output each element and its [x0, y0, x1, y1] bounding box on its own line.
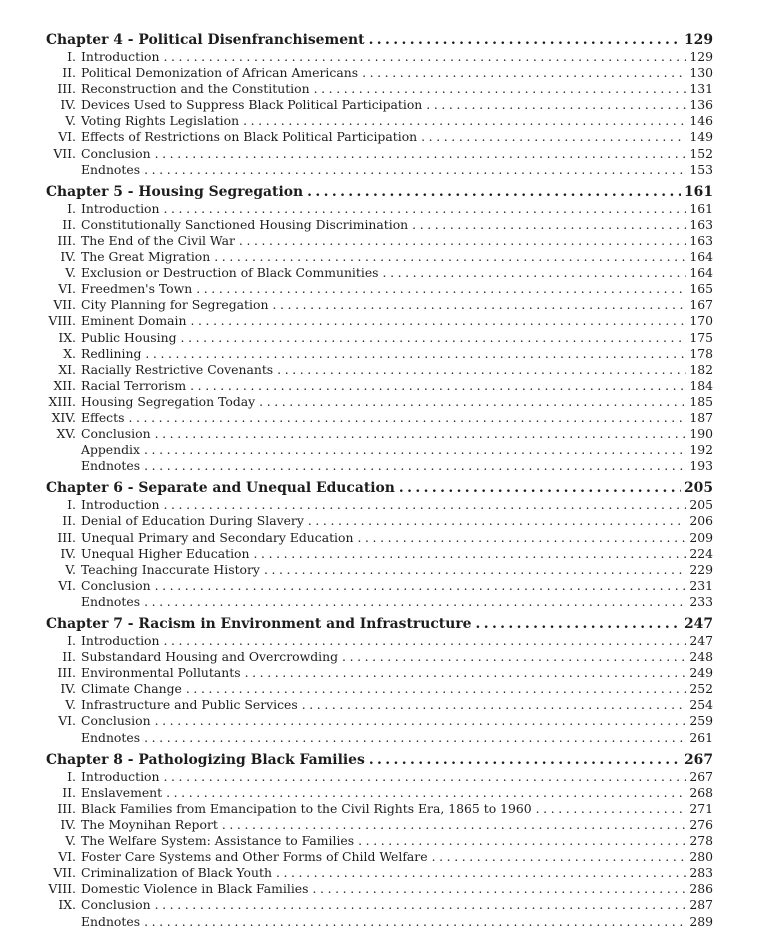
toc-entry-row[interactable] [46, 146, 713, 162]
entry-numeral: I. [67, 49, 76, 64]
entry-numeral: II. [62, 784, 76, 800]
entry-numeral: XV. [56, 426, 76, 442]
dot-leader [426, 97, 686, 113]
entry-title: Foster Care Systems and Other Forms of Child Welfare [81, 849, 428, 865]
entry-title: City Planning for Segregation [81, 297, 269, 313]
dot-leader [166, 785, 686, 801]
dot-leader [357, 530, 686, 546]
dot-leader [245, 665, 687, 681]
chapter-page-number: 247 [684, 616, 713, 632]
entry-title: Endnotes [81, 593, 141, 609]
entry-page-number: 149 [689, 129, 713, 145]
entry-page-number: 249 [689, 665, 713, 681]
chapter-page-number: 161 [684, 183, 713, 200]
dot-leader [163, 201, 686, 217]
entry-page-number: 252 [689, 681, 713, 697]
toc-entry-row[interactable] [46, 442, 713, 458]
entry-numeral: VI. [58, 577, 76, 593]
toc-entry-row[interactable] [46, 410, 713, 426]
toc-chapter-row[interactable] [46, 32, 713, 49]
entry-title: Appendix [81, 442, 141, 458]
dot-leader [163, 497, 686, 513]
dot-leader [369, 752, 681, 769]
entry-title: Environmental Pollutants [81, 665, 241, 681]
toc-entry-row[interactable] [46, 249, 713, 265]
toc-entry-row[interactable] [46, 865, 713, 881]
entry-numeral: I. [67, 768, 76, 784]
dot-leader [163, 633, 686, 649]
toc-chapter-row[interactable] [46, 480, 713, 497]
entry-title: Eminent Domain [81, 313, 187, 329]
toc-entry-row[interactable] [46, 649, 713, 665]
entry-numeral: I. [67, 497, 76, 513]
entry-title: The Moynihan Report [81, 816, 218, 832]
entry-page-number: 185 [689, 393, 713, 409]
entry-page-number: 175 [689, 329, 713, 345]
dot-leader [128, 410, 686, 426]
toc-entry-row[interactable] [46, 81, 713, 97]
dot-leader [342, 649, 686, 665]
toc-entry-row[interactable] [46, 217, 713, 233]
dot-leader [383, 265, 687, 281]
entry-page-number: 259 [689, 713, 713, 729]
entry-page-number: 163 [689, 232, 713, 248]
entry-page-number: 130 [689, 65, 713, 81]
entry-page-number: 193 [689, 458, 713, 474]
toc-entry-row[interactable] [46, 458, 713, 474]
entry-title: Introduction [81, 200, 160, 216]
entry-numeral: I. [67, 633, 76, 648]
entry-title: Teaching Inaccurate History [81, 561, 260, 577]
dot-leader [276, 865, 686, 881]
entry-numeral: V. [65, 697, 76, 713]
toc-entry-row[interactable] [46, 897, 713, 913]
entry-numeral: VIII. [48, 881, 76, 897]
entry-page-number: 190 [689, 426, 713, 442]
entry-numeral: II. [62, 216, 76, 232]
toc-entry-row[interactable] [46, 594, 713, 610]
entry-page-number: 268 [689, 784, 713, 800]
toc-entry-row[interactable] [46, 769, 713, 785]
dot-leader [239, 233, 686, 249]
entry-page-number: 205 [689, 497, 713, 513]
chapter-label: Chapter 5 - Housing Segregation [46, 183, 304, 200]
dot-leader [144, 730, 686, 746]
entry-title: Unequal Higher Education [81, 545, 250, 561]
entry-title: Reconstruction and the Constitution [81, 81, 310, 97]
toc-chapter-row[interactable] [46, 184, 713, 201]
entry-title: Voting Rights Legislation [81, 113, 240, 129]
dot-leader [277, 362, 686, 378]
toc-entry-row[interactable] [46, 633, 713, 649]
entry-numeral: IX. [58, 897, 76, 913]
dot-leader [144, 458, 686, 474]
entry-title: Public Housing [81, 329, 177, 345]
entry-numeral: V. [65, 561, 76, 577]
entry-page-number: 280 [689, 849, 713, 865]
entry-numeral: VII. [53, 145, 76, 161]
dot-leader [155, 578, 687, 594]
toc-entry-row[interactable] [46, 313, 713, 329]
toc-entry-row[interactable] [46, 49, 713, 65]
entry-title: The Great Migration [81, 249, 211, 265]
entry-page-number: 248 [689, 649, 713, 665]
dot-leader [155, 426, 687, 442]
entry-title: Political Demonization of African Americans [81, 65, 359, 81]
entry-title: Racial Terrorism [81, 377, 187, 393]
entry-title: Constitutionally Sanctioned Housing Discrimination [81, 216, 409, 232]
dot-leader [432, 849, 687, 865]
entry-numeral: V. [65, 833, 76, 849]
chapter-label: Chapter 8 - Pathologizing Black Families [46, 751, 365, 768]
dot-leader [362, 65, 686, 81]
dot-leader [144, 162, 686, 178]
entry-page-number: 278 [689, 833, 713, 849]
entry-numeral: V. [65, 113, 76, 129]
entry-page-number: 276 [689, 816, 713, 832]
dot-leader [421, 129, 686, 145]
dot-leader [190, 313, 686, 329]
dot-leader [475, 616, 681, 633]
chapter-label: Chapter 6 - Separate and Unequal Education [46, 480, 395, 497]
toc-entry-row[interactable] [46, 914, 713, 930]
toc-entry-row[interactable] [46, 801, 713, 817]
entry-title: Domestic Violence in Black Families [81, 881, 309, 897]
dot-leader [264, 562, 686, 578]
entry-numeral: VII. [53, 865, 76, 881]
entry-page-number: 209 [689, 529, 713, 545]
entry-numeral: III. [57, 529, 76, 545]
entry-numeral: III. [57, 81, 76, 97]
toc-entry-row[interactable] [46, 697, 713, 713]
dot-leader [214, 249, 686, 265]
entry-title: Endnotes [81, 458, 141, 474]
entry-page-number: 224 [689, 545, 713, 561]
entry-numeral: II. [62, 65, 76, 81]
entry-page-number: 182 [689, 361, 713, 377]
entry-page-number: 170 [689, 313, 713, 329]
entry-numeral: XII. [53, 377, 76, 393]
toc-entry-row[interactable] [46, 530, 713, 546]
dot-leader [186, 681, 686, 697]
entry-title: Effects [81, 409, 125, 425]
chapter-page-number: 267 [684, 751, 713, 768]
entry-title: Unequal Primary and Secondary Education [81, 529, 354, 545]
entry-page-number: 287 [689, 897, 713, 913]
entry-numeral: IV. [60, 545, 76, 561]
entry-title: Exclusion or Destruction of Black Communities [81, 265, 379, 281]
dot-leader [412, 217, 686, 233]
entry-numeral: V. [65, 265, 76, 281]
chapter-label: Chapter 4 - Political Disenfranchisement [46, 32, 365, 48]
toc-entry-row[interactable] [46, 233, 713, 249]
entry-page-number: 271 [689, 800, 713, 816]
entry-title: Introduction [81, 633, 160, 648]
entry-numeral: XIV. [51, 409, 76, 425]
toc-entry-row[interactable] [46, 162, 713, 178]
toc-entry-row[interactable] [46, 129, 713, 145]
entry-numeral: VII. [53, 297, 76, 313]
entry-title: Introduction [81, 49, 160, 64]
entry-numeral: IX. [58, 329, 76, 345]
entry-page-number: 153 [689, 161, 713, 177]
dot-leader [313, 881, 687, 897]
entry-title: Climate Change [81, 681, 182, 697]
toc-entry-row[interactable] [46, 730, 713, 746]
toc-entry-row[interactable] [46, 426, 713, 442]
entry-numeral: XI. [58, 361, 76, 377]
entry-title: Black Families from Emancipation to the Civil Rights Era, 1865 to 1960 [81, 800, 532, 816]
entry-title: Effects of Restrictions on Black Political Participation [81, 129, 418, 145]
entry-numeral: IV. [60, 97, 76, 113]
dot-leader [155, 713, 687, 729]
dot-leader [181, 330, 687, 346]
toc-entry-row[interactable] [46, 330, 713, 346]
entry-page-number: 178 [689, 345, 713, 361]
toc [46, 32, 713, 930]
entry-page-number: 267 [689, 768, 713, 784]
entry-numeral: IV. [60, 249, 76, 265]
entry-page-number: 163 [689, 216, 713, 232]
entry-page-number: 231 [689, 577, 713, 593]
entry-title: Conclusion [81, 577, 151, 593]
entry-numeral: IV. [60, 681, 76, 697]
entry-page-number: 164 [689, 265, 713, 281]
chapter-page-number: 205 [684, 480, 713, 497]
toc-entry-row[interactable] [46, 65, 713, 81]
entry-page-number: 129 [689, 49, 713, 64]
entry-title: The End of the Civil War [81, 232, 235, 248]
entry-page-number: 146 [689, 113, 713, 129]
entry-title: Introduction [81, 768, 160, 784]
entry-title: Freedmen's Town [81, 281, 193, 297]
toc-entry-row[interactable] [46, 578, 713, 594]
entry-numeral: VIII. [48, 313, 76, 329]
toc-entry-row[interactable] [46, 394, 713, 410]
toc-chapter-row[interactable] [46, 752, 713, 769]
entry-title: Enslavement [81, 784, 163, 800]
entry-page-number: 289 [689, 913, 713, 929]
entry-page-number: 152 [689, 145, 713, 161]
entry-page-number: 233 [689, 593, 713, 609]
toc-entry-row[interactable] [46, 833, 713, 849]
toc-entry-row[interactable] [46, 97, 713, 113]
entry-page-number: 261 [689, 729, 713, 745]
entry-page-number: 167 [689, 297, 713, 313]
dot-leader [399, 480, 681, 497]
entry-title: Conclusion [81, 713, 151, 729]
entry-numeral: VI. [58, 713, 76, 729]
entry-numeral: III. [57, 665, 76, 681]
entry-title: Introduction [81, 497, 160, 513]
entry-page-number: 165 [689, 281, 713, 297]
toc-entry-row[interactable] [46, 785, 713, 801]
dot-leader [144, 914, 686, 930]
entry-page-number: 164 [689, 249, 713, 265]
entry-title: Devices Used to Suppress Black Political Participation [81, 97, 423, 113]
entry-title: Racially Restrictive Covenants [81, 361, 274, 377]
dot-leader [358, 833, 686, 849]
entry-title: Conclusion [81, 897, 151, 913]
entry-page-number: 192 [689, 442, 713, 458]
entry-page-number: 206 [689, 513, 713, 529]
dot-leader [163, 49, 686, 65]
entry-page-number: 286 [689, 881, 713, 897]
entry-title: The Welfare System: Assistance to Families [81, 833, 355, 849]
entry-title: Criminalization of Black Youth [81, 865, 272, 881]
entry-title: Conclusion [81, 426, 151, 442]
entry-title: Endnotes [81, 161, 141, 177]
entry-page-number: 229 [689, 561, 713, 577]
entry-page-number: 161 [689, 200, 713, 216]
toc-entry-row[interactable] [46, 562, 713, 578]
toc-entry-row[interactable] [46, 817, 713, 833]
dot-leader [302, 697, 687, 713]
dot-leader [254, 546, 687, 562]
entry-title: Endnotes [81, 729, 141, 745]
toc-entry-row[interactable] [46, 513, 713, 529]
dot-leader [243, 113, 686, 129]
toc-entry-row[interactable] [46, 201, 713, 217]
entry-page-number: 283 [689, 865, 713, 881]
toc-entry-row[interactable] [46, 265, 713, 281]
entry-numeral: III. [57, 232, 76, 248]
entry-title: Denial of Education During Slavery [81, 513, 304, 529]
entry-numeral: I. [67, 200, 76, 216]
entry-page-number: 247 [689, 633, 713, 648]
toc-entry-row[interactable] [46, 297, 713, 313]
toc-entry-row[interactable] [46, 378, 713, 394]
dot-leader [307, 184, 681, 201]
entry-numeral: III. [57, 800, 76, 816]
entry-numeral: VI. [58, 281, 76, 297]
entry-page-number: 254 [689, 697, 713, 713]
entry-numeral: VI. [58, 129, 76, 145]
toc-entry-row[interactable] [46, 497, 713, 513]
dot-leader [369, 32, 681, 49]
chapter-label: Chapter 7 - Racism in Environment and Infrastructure [46, 616, 472, 632]
dot-leader [145, 346, 686, 362]
entry-numeral: X. [63, 345, 76, 361]
entry-numeral: II. [62, 649, 76, 665]
entry-title: Infrastructure and Public Services [81, 697, 298, 713]
entry-page-number: 184 [689, 377, 713, 393]
toc-entry-row[interactable] [46, 546, 713, 562]
toc-entry-row[interactable] [46, 281, 713, 297]
entry-numeral: VI. [58, 849, 76, 865]
dot-leader [308, 513, 687, 529]
dot-leader [259, 394, 686, 410]
entry-page-number: 136 [689, 97, 713, 113]
toc-entry-row[interactable] [46, 113, 713, 129]
toc-entry-row[interactable] [46, 681, 713, 697]
dot-leader [314, 81, 687, 97]
entry-page-number: 187 [689, 409, 713, 425]
dot-leader [536, 801, 687, 817]
dot-leader [196, 281, 686, 297]
entry-title: Redlining [81, 345, 142, 361]
toc-entry-row[interactable] [46, 881, 713, 897]
entry-title: Substandard Housing and Overcrowding [81, 649, 339, 665]
toc-entry-row[interactable] [46, 713, 713, 729]
entry-title: Conclusion [81, 145, 151, 161]
toc-entry-row[interactable] [46, 362, 713, 378]
dot-leader [144, 442, 686, 458]
entry-title: Endnotes [81, 913, 141, 929]
toc-entry-row[interactable] [46, 346, 713, 362]
entry-page-number: 131 [689, 81, 713, 97]
dot-leader [155, 897, 687, 913]
toc-entry-row[interactable] [46, 665, 713, 681]
dot-leader [163, 769, 686, 785]
dot-leader [190, 378, 686, 394]
entry-numeral: IV. [60, 816, 76, 832]
entry-title: Housing Segregation Today [81, 393, 256, 409]
dot-leader [144, 594, 686, 610]
dot-leader [155, 146, 687, 162]
toc-chapter-row[interactable] [46, 616, 713, 633]
toc-entry-row[interactable] [46, 849, 713, 865]
dot-leader [272, 297, 686, 313]
entry-numeral: XIII. [48, 393, 76, 409]
chapter-page-number: 129 [684, 32, 713, 48]
entry-numeral: II. [62, 513, 76, 529]
dot-leader [222, 817, 686, 833]
